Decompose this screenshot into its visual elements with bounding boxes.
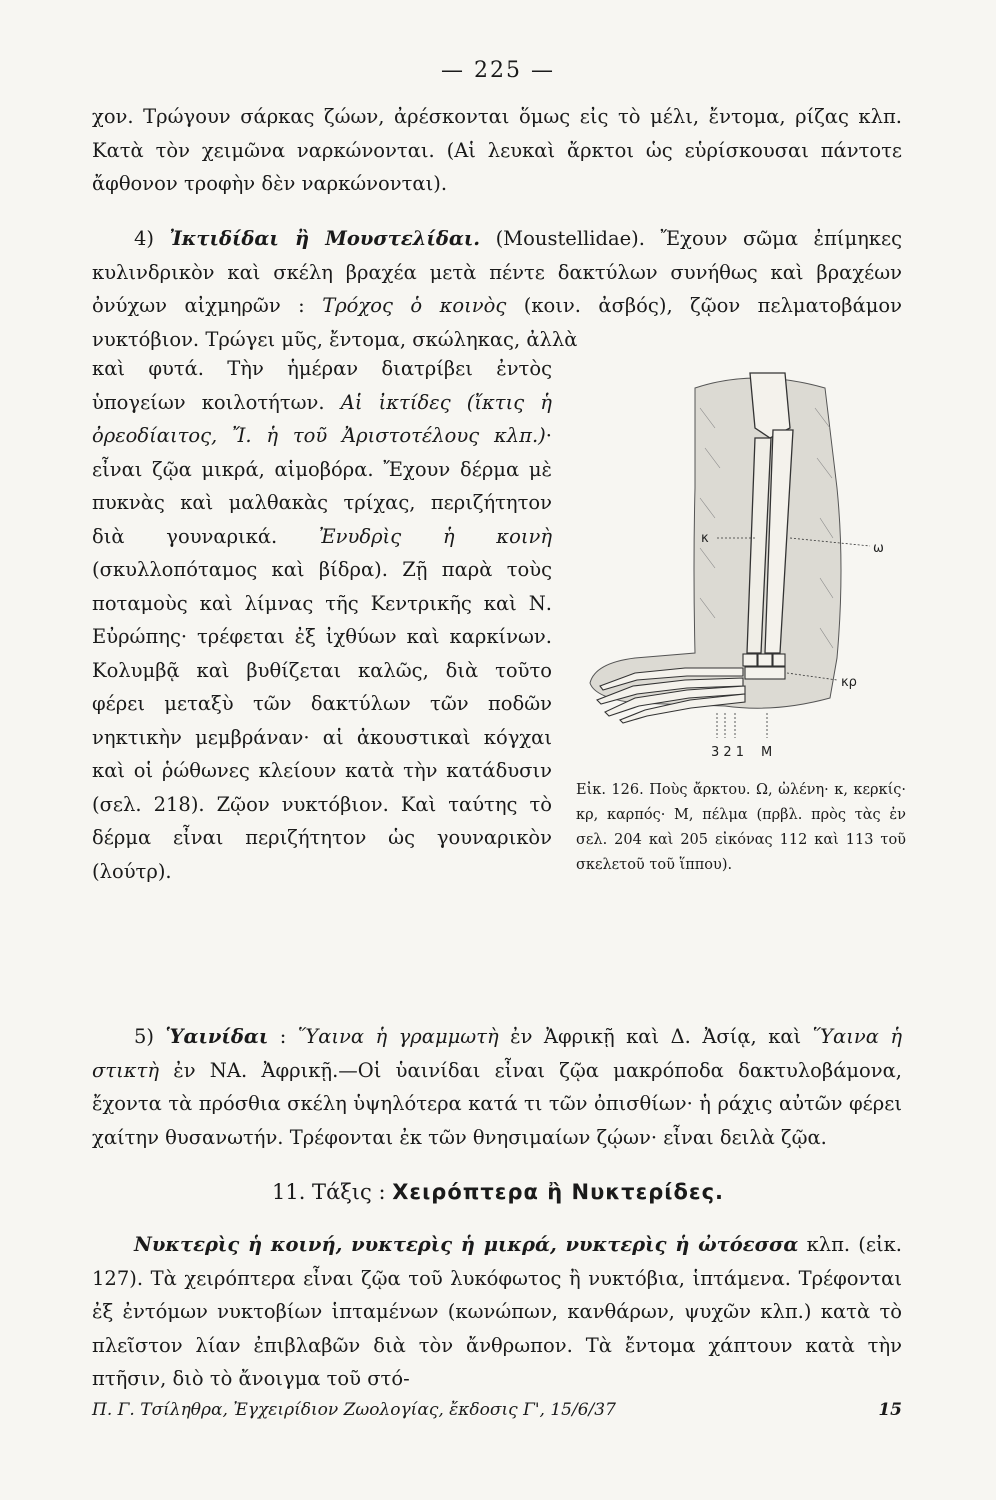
body-text: : (268, 1025, 298, 1048)
section-heading (0, 1180, 996, 1204)
body-text: (κοιν. ἀσβός), ζῷον πελματοβάμον νυκτόβιον. Τρώγει μῦς, ἔντομα, σκώληκας, ἀλλὰ (92, 294, 903, 351)
species-name: Ὕαινα ἡ στικτὴ (92, 1025, 903, 1082)
label-omega: ω (873, 541, 884, 556)
paragraph-hyaenidae (92, 1020, 902, 1154)
item-number: 4) (134, 227, 170, 250)
humerus-bone (750, 373, 790, 438)
item-number: 5) (134, 1025, 166, 1048)
left-column-text (92, 352, 552, 888)
paragraph-bats (92, 1228, 902, 1396)
body-text: ἐν ΝΑ. Ἀφρικῇ.—Οἱ ὑαινίδαι εἶναι ζῷα μακρόποδα δακτυλοβάμονα, ἔχοντα τὰ πρόσθια σκέλη ὑψηλότερα κατά τι τῶν ὀπισθίων· ἡ ράχις αὐτῶν φέρει χαίτην θυσανωτήν. Τρέφονται ἐκ τῶν θνησιμαίων ζῴων· εἶναι δειλὰ ζῷα. (92, 1058, 902, 1149)
page-number: — 225 — (441, 58, 555, 83)
paragraph-bears: χον. Τρώγουν σάρκας ζώων, ἀρέσκονται ὅμως εἰς τὸ μέλι, ἔντομα, ρίζας κλπ. Κατὰ τὸν χειμῶνα ναρκώνονται. (Αἱ λευκαὶ ἄρκτοι ὡς εὑρίσκουσαι πάντοτε ἄφθονον τροφὴν δὲν ναρκώνονται). (92, 105, 902, 195)
signature-mark: 15 (878, 1400, 902, 1420)
paragraph-mustelidae (92, 222, 902, 356)
family-heading: Ἰκτιδίδαι ἢ Μουστελίδαι. (169, 227, 481, 250)
carpal-bones (743, 654, 785, 679)
section-number: 11. Τάξις : (271, 1180, 393, 1204)
bear-foot-illustration (575, 368, 905, 768)
label-digits: 3 2 1 (711, 745, 745, 760)
body-text: Ἔχουν σῶμα ἐπίμηκες κυλινδρικὸν καὶ σκέλη βραχέα μετὰ πέντε δακτύλων συνήθως καὶ βραχέων ὀνύχων αἰχμηρῶν : (92, 227, 903, 317)
species-name: Αἱ ἰκτίδες (ἴκτις ἡ ὀρεοδίαιτος, Ἴ. ἡ τοῦ Ἀριστοτέλους κλπ.) (92, 390, 552, 447)
body-text: · εἶναι ζῷα μικρά, αἱμοβόρα. Ἔχουν δέρμα μὲ πυκνὰς καὶ μαλθακὰς τρίχας, περιζήτητον διὰ γουναρικά. (92, 424, 552, 548)
figure-caption: Εἰκ. 126. Ποὺς ἄρκτου. Ω, ὠλένη· κ, κερκίς· κρ, καρπός· Μ, πέλμα (πρβλ. πρὸς τὰς ἐν σελ. 204 καὶ 205 εἰκόνας 112 καὶ 113 τοῦ σκελετοῦ τοῦ ἵππου). (576, 782, 906, 873)
label-k: κ (701, 531, 709, 546)
species-name: Τρόχος ὁ κοινὸς (322, 294, 507, 317)
section-title: Χειρόπτερα ἢ Νυκτερίδες. (392, 1180, 725, 1204)
footer-citation: Π. Γ. Τσίληθρα, Ἐγχειρίδιον Ζωολογίας, ἔκδοσις Γ', 15/6/37 (92, 1400, 616, 1420)
family-heading: Ὑαινίδαι (165, 1025, 269, 1048)
species-name: Ὕαινα ἡ γραμμωτὴ (297, 1025, 499, 1048)
body-text: κλπ. (εἰκ. 127). Τὰ χειρόπτερα εἶναι ζῷα τοῦ λυκόφωτος ἢ νυκτόβια, ἱπτάμενα. Τρέφονται ἐξ ἐντόμων νυκτοβίων ἱπταμένων (κωνώπων, κανθάρων, ψυχῶν κλπ.) κατὰ τὸ πλεῖστον λίαν ἐπιβλαβῶν διὰ τὸν ἄνθρωπον. Τὰ ἔντομα χάπτουν κατὰ τὴν πτῆσιν, διὸ τὸ ἄνοιγμα τοῦ στό- (92, 1233, 903, 1390)
species-name: Ἐνυδρὶς ἡ κοινὴ (319, 524, 553, 548)
body-text: καὶ φυτά. Τὴν ἡμέραν διατρίβει ἐντὸς ὑπογείων κοιλοτήτων. (92, 357, 552, 414)
body-text: ἐν Ἀφρικῇ καὶ Δ. Ἀσίᾳ, καὶ (498, 1025, 813, 1048)
label-kr: κρ (841, 675, 857, 690)
page-footer (92, 1400, 902, 1420)
fur-outline (590, 378, 841, 708)
body-text: (σκυλλοπόταμος καὶ βίδρα). Ζῇ παρὰ τοὺς ποταμοὺς καὶ λίμνας τῆς Κεντρικῆς καὶ Ν. Εὐρώπης· τρέφεται ἐξ ἰχθύων καὶ καρκίνων. Κολυμβᾷ καὶ βυθίζεται καλῶς, διὰ τοῦτο φέρει μεταξὺ τῶν δακτύλων τῶν ποδῶν νηκτικὴν μεμβράναν· αἱ ἀκουστικαὶ κόγχαι καὶ οἱ ῥώθωνες κλείουν κατὰ τὴν κατάδυσιν (σελ. 218). Ζῷον νυκτόβιον. Καὶ ταύτης τὸ δέρμα εἶναι περιζήτητον ὡς γουναρικὸν (λούτρ). (92, 558, 552, 883)
bear-foot-figure (575, 368, 905, 768)
species-heading: Νυκτερὶς ἡ κοινή, νυκτερὶς ἡ μικρά, νυκτερὶς ἡ ὠτόεσσα (134, 1233, 799, 1256)
latin-name: (Moustellidae). (480, 227, 661, 250)
label-m: M (761, 745, 773, 760)
